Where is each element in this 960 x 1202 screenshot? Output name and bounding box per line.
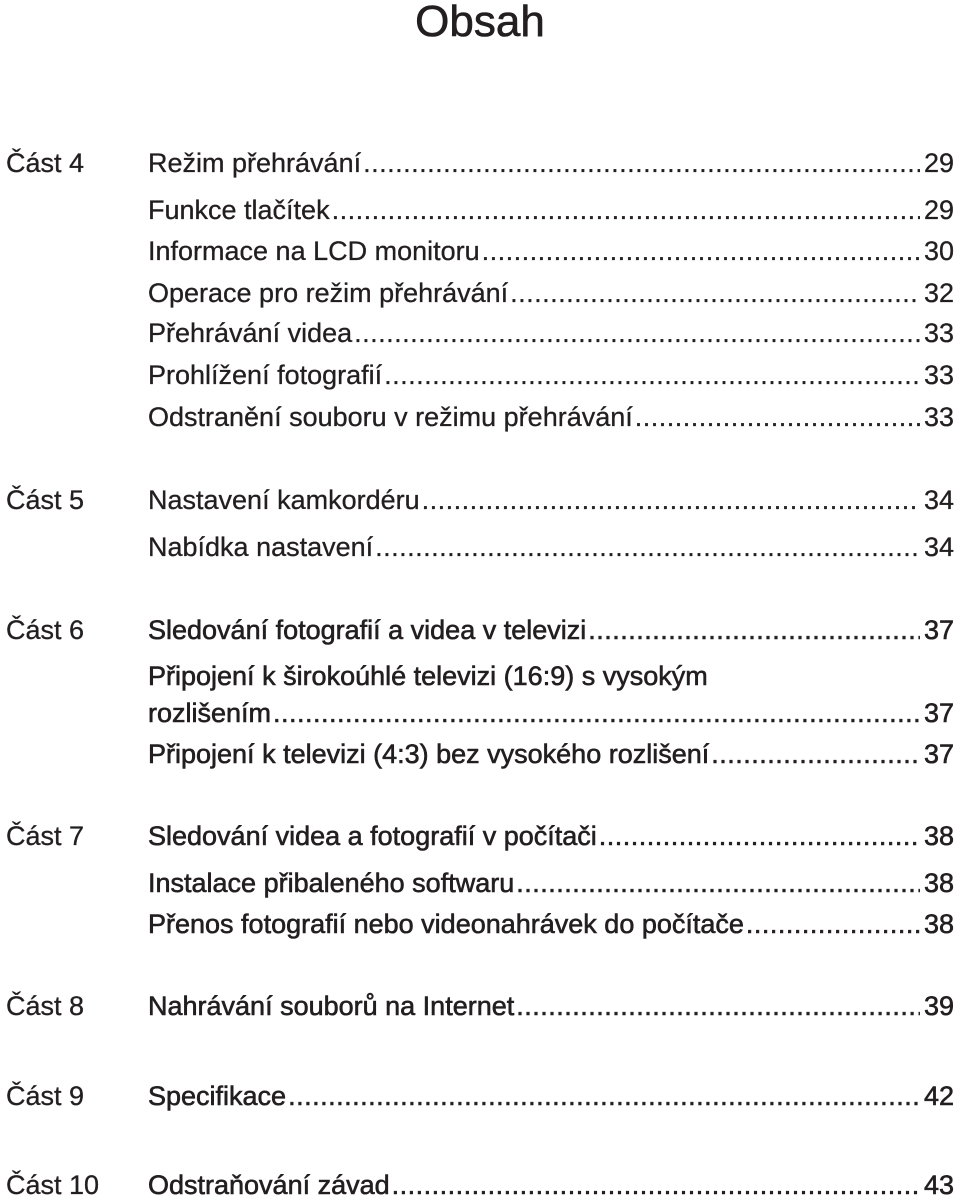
dot-leader (288, 1079, 920, 1113)
dot-leader (599, 819, 920, 853)
part-label-10: Část 10 (6, 1170, 100, 1200)
toc-entry-title: Připojení k televizi (4:3) bez vysokého rozlišení (148, 739, 710, 769)
toc-entry-page: 30 (923, 236, 954, 266)
toc-entry-page: 32 (923, 278, 954, 308)
toc-entry-title: Prohlížení fotografií (148, 360, 383, 390)
toc-entry-title: Sledování videa a fotografií v počítači (148, 821, 597, 851)
toc-entry[interactable] (148, 737, 954, 771)
toc-entry-page: 38 (923, 868, 954, 898)
dot-leader (422, 483, 920, 517)
toc-entry-title: Instalace přibaleného softwaru (148, 868, 515, 898)
toc-entry-title: Specifikace (148, 1081, 287, 1111)
toc-entry[interactable] (148, 819, 954, 853)
toc-entry-title: Nabídka nastavení (148, 532, 374, 562)
toc-entry[interactable] (148, 400, 954, 434)
toc-entry-page: 43 (923, 1170, 954, 1200)
toc-entry-title: Režim přehrávání (148, 148, 362, 178)
dot-leader (510, 276, 920, 310)
dot-leader (588, 613, 920, 647)
toc-entry-page: 37 (923, 615, 954, 645)
toc-entry[interactable] (148, 234, 954, 268)
toc-entry-page: 33 (923, 360, 954, 390)
part-label-5: Část 5 (6, 485, 85, 515)
part-label-4: Část 4 (6, 148, 85, 178)
toc-entry-title: Nahrávání souborů na Internet (148, 991, 515, 1021)
part-label-9: Část 9 (6, 1081, 85, 1111)
toc-entry-page: 37 (923, 739, 954, 769)
toc-entry-title: Odstraňování závad (148, 1170, 390, 1200)
dot-leader (375, 530, 920, 564)
toc-entry-page: 39 (923, 991, 954, 1021)
dot-leader (516, 866, 920, 900)
toc-entry[interactable] (148, 1168, 954, 1202)
toc-entry-page: 34 (923, 485, 954, 515)
dot-leader (746, 907, 920, 941)
toc-entry-title: Přehrávání videa (148, 318, 353, 348)
dot-leader (635, 400, 920, 434)
toc-entry-page: 38 (923, 821, 954, 851)
toc-entry-page: 33 (923, 318, 954, 348)
toc-entry-title-line1[interactable]: Připojení k širokoúhlé televizi (16:9) s vysokým (148, 661, 708, 691)
toc-entry-title: rozlišením (148, 698, 272, 728)
dot-leader (363, 146, 920, 180)
toc-entry[interactable] (148, 316, 954, 350)
toc-entry-page: 29 (923, 195, 954, 225)
toc-entry[interactable] (148, 1079, 954, 1113)
toc-entry-title: Odstranění souboru v režimu přehrávání (148, 402, 633, 432)
page-title: Obsah (415, 0, 545, 46)
dot-leader (711, 737, 920, 771)
toc-entry-page: 33 (923, 402, 954, 432)
dot-leader (332, 193, 920, 227)
toc-entry-title: Nastavení kamkordéru (148, 485, 420, 515)
toc-entry-page: 38 (923, 909, 954, 939)
toc-entry[interactable] (148, 613, 954, 647)
toc-entry-page: 42 (923, 1081, 954, 1111)
part-label-6: Část 6 (6, 615, 85, 645)
toc-entry[interactable] (148, 276, 954, 310)
toc-entry[interactable] (148, 193, 954, 227)
part-label-8: Část 8 (6, 991, 85, 1021)
dot-leader (273, 696, 920, 730)
toc-entry[interactable] (148, 907, 954, 941)
toc-entry-title: Informace na LCD monitoru (148, 236, 480, 266)
toc-entry[interactable] (148, 483, 954, 517)
dot-leader (354, 316, 920, 350)
toc-entry[interactable] (148, 146, 954, 180)
toc-entry-title: Funkce tlačítek (148, 195, 330, 225)
toc-entry[interactable] (148, 696, 954, 730)
toc-entry-title: Přenos fotografií nebo videonahrávek do počítače (148, 909, 744, 939)
toc-entry-page: 37 (923, 698, 954, 728)
toc-entry-page: 29 (923, 148, 954, 178)
part-label-7: Část 7 (6, 821, 85, 851)
toc-entry[interactable] (148, 358, 954, 392)
dot-leader (482, 234, 920, 268)
toc-entry[interactable] (148, 866, 954, 900)
dot-leader (384, 358, 920, 392)
toc-entry-title: Sledování fotografií a videa v televizi (148, 615, 587, 645)
toc-entry-page: 34 (923, 532, 954, 562)
toc-entry[interactable] (148, 989, 954, 1023)
dot-leader (392, 1168, 920, 1202)
toc-entry[interactable] (148, 530, 954, 564)
toc-entry-title: Operace pro režim přehrávání (148, 278, 509, 308)
dot-leader (516, 989, 920, 1023)
